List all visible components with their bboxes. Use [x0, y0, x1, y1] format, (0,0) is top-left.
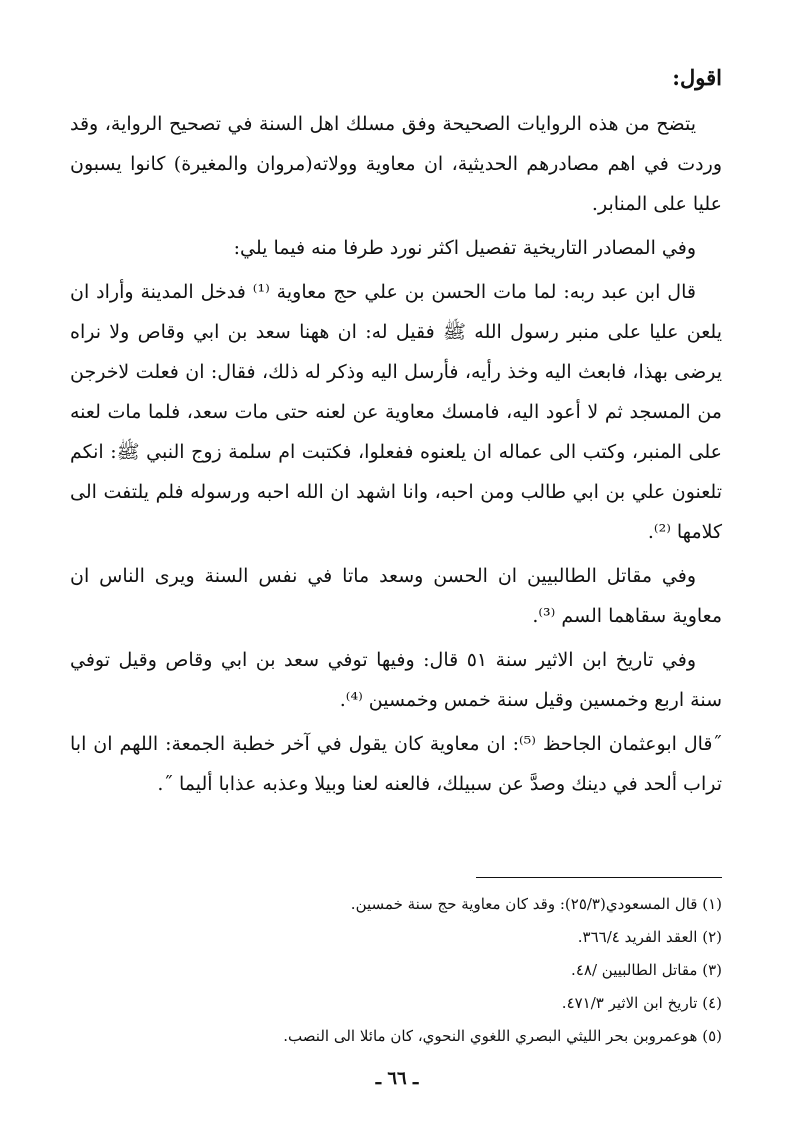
paragraph-1: يتضح من هذه الروايات الصحيحة وفق مسلك اهل السنة في تصحيح الرواية، وقد وردت في اهم مصادرهم الحديثية، ان معاوية وولاته(مروان والمغيرة) كانوا يسبون عليا على المنابر. — [70, 113, 722, 215]
footnotes — [70, 888, 722, 1053]
paragraph-2: وفي المصادر التاريخية تفصيل اكثر نورد طرفا منه فيما يلي: — [233, 237, 696, 259]
paragraph-5: وفي تاريخ ابن الاثير سنة ٥١ قال: وفيها توفي سعد بن ابي وقاص وقيل توفي سنة اربع وخمسين وقيل سنة خمس وخمسين ⁽⁴⁾. — [70, 649, 722, 711]
paragraph-6-quote: ˝قال ابوعثمان الجاحظ ⁽⁵⁾: ان معاوية كان يقول في آخر خطبة الجمعة: اللهم ان ابا تراب ألحد في دينك وصدَّ عن سبيلك، فالعنه لعنا وبيلا وعذبه عذابا أليما ˝. — [70, 733, 722, 795]
body-text — [70, 104, 722, 808]
footnote-3: (٣) مقاتل الطالبيين /٤٨. — [571, 961, 722, 979]
footnote-1: (١) قال المسعودي(٢٥/٣): وقد كان معاوية حج سنة خمسين. — [350, 895, 722, 913]
footnote-4: (٤) تاريخ ابن الاثير ٤٧١/٣. — [561, 994, 722, 1012]
footnote-5: (٥) هوعمروبن بحر الليثي البصري اللغوي النحوي، كان مائلا الى النصب. — [283, 1027, 722, 1045]
page-number: ـ ٦٦ ـ — [375, 1068, 419, 1089]
footnote-separator — [476, 877, 722, 878]
section-heading: اقول: — [672, 65, 722, 90]
footnote-2: (٢) العقد الفريد ٣٦٦/٤. — [577, 928, 722, 946]
paragraph-3: قال ابن عبد ربه: لما مات الحسن بن علي حج معاوية ⁽¹⁾ فدخل المدينة وأراد ان يلعن عليا على منبر رسول الله ﷺ فقيل له: ان ههنا سعد بن ابي وقاص ولا نراه يرضى بهذا، فابعث اليه وخذ رأيه، فأرسل اليه وذكر له ذلك، فقال: ان فعلت لاخرجن من المسجد ثم لا أعود اليه، فامسك معاوية عن لعنه حتى مات سعد، فلما مات لعنه على المنبر، وكتب الى عماله ان يلعنوه ففعلوا، فكتبت ام سلمة زوج النبي ﷺ: انكم تلعنون علي بن ابي طالب ومن احبه، وانا اشهد ان الله احبه ورسوله فلم يلتفت الى كلامها ⁽²⁾. — [70, 281, 722, 543]
paragraph-4: وفي مقاتل الطالبيين ان الحسن وسعد ماتا في نفس السنة ويرى الناس ان معاوية سقاهما السم ⁽³⁾. — [70, 565, 722, 627]
